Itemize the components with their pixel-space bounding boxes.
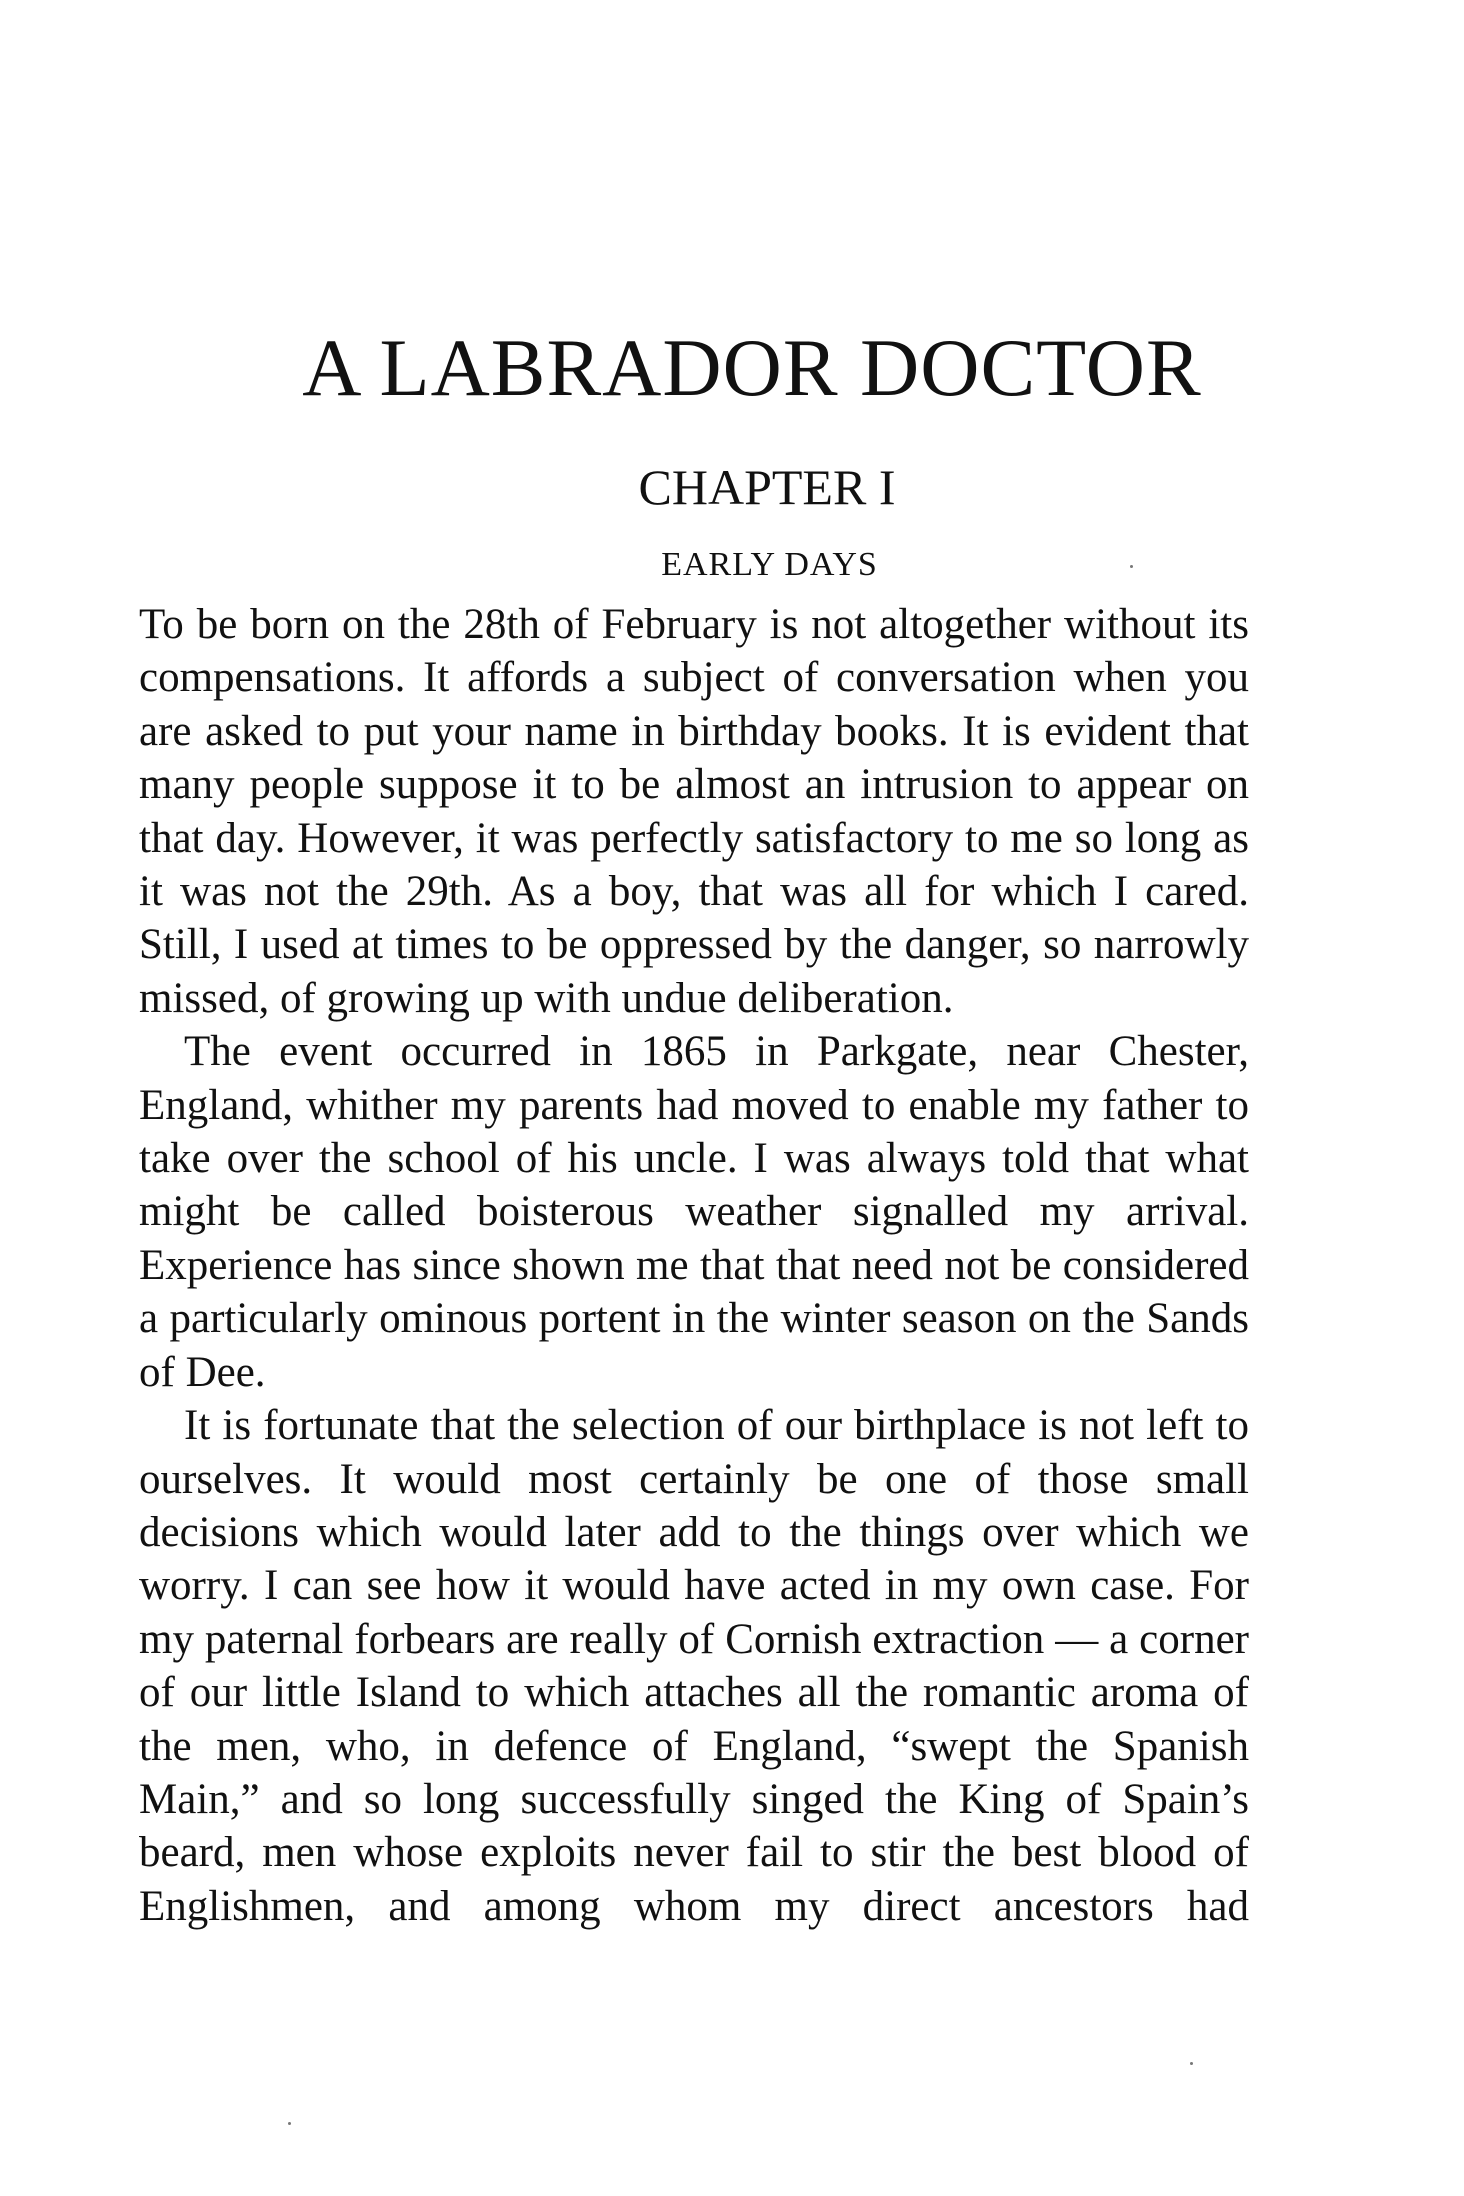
chapter-title: EARLY DAYS — [661, 546, 878, 583]
chapter-number: CHAPTER I — [638, 459, 896, 515]
scan-speck — [1130, 565, 1133, 568]
scan-speck — [288, 2122, 291, 2125]
chapter-body — [139, 598, 1249, 1933]
scan-speck — [1190, 2062, 1193, 2065]
paragraph-3: It is fortunate that the selection of our birthplace is not left to ourselves. It would most certainly be one of those small decisions which would later add to the things over which we worry. I can see how it would have acted in my own case. For my paternal forbears are really of Cornish extraction — a corner of our little Island to which attaches all the romantic aroma of the men, who, in defence of England, “swept the Spanish Main,” and so long successfully singed the King of Spain’s beard, men whose exploits never fail to stir the best blood of Englishmen, and among whom my direct ancestors had — [139, 1402, 1249, 1930]
paragraph-1: To be born on the 28th of February is not altogether without its compensations. It affords a subject of conversation when you are asked to put your name in birthday books. It is evident that many people suppose it to be almost an intrusion to appear on that day. However, it was perfectly satisfactory to me so long as it was not the 29th. As a boy, that was all for which I cared. Still, I used at times to be oppressed by the danger, so narrowly missed, of growing up with undue deliberation. — [139, 601, 1249, 1022]
book-title: A LABRADOR DOCTOR — [302, 322, 1202, 413]
paragraph-2: The event occurred in 1865 in Parkgate, near Chester, England, whither my parents had moved to enable my father to take over the school of his uncle. I was always told that what might be called boisterous weather signalled my arrival. Experience has since shown me that that need not be considered a particularly ominous portent in the winter season on the Sands of Dee. — [139, 1028, 1249, 1396]
